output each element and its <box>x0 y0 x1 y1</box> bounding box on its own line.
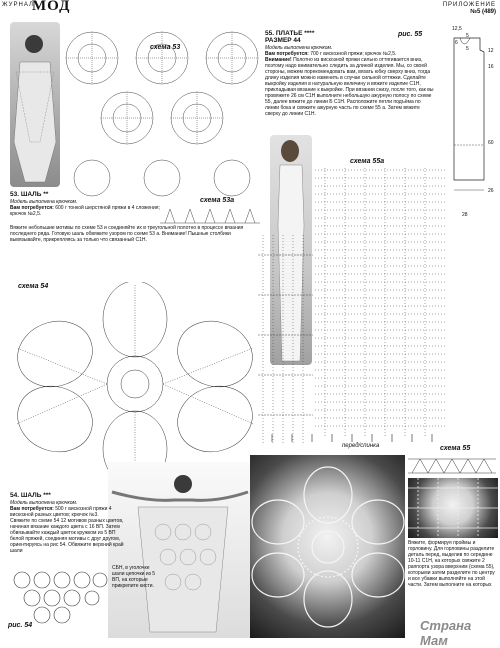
flower-closeup-photo <box>250 455 405 638</box>
shawl-53-figure <box>10 22 60 187</box>
ris54-label: рис. 54 <box>8 622 33 629</box>
item54-text: Модель выполнена крючком. Вам потребуется: 500 г вискозной пряжи 4 вискозной разных цветов; крючок №3. Свяжите по схеме 54 12 мотивов разных цветов, начиная вязание каждого цвета с 16 ВП. Затем обвязывайте каждый цветок кружком из 5 ВП белой пряжей, соединяя мотивы с друг другом, ориентируясь на рис 54. Обвяжите верхний край шали <box>10 500 124 554</box>
magazine-prefix: ЖУРНАЛ <box>2 2 34 8</box>
dim-top-0: 12,5 <box>452 26 462 32</box>
shawl-54-photo <box>108 462 250 638</box>
scheme-53a-drawing <box>160 205 260 227</box>
magazine-logo: МОД <box>32 0 71 14</box>
scheme-55-drawing <box>408 455 496 477</box>
dim-right-1: 16 <box>488 64 494 70</box>
scheme-53a-label: схема 53а <box>200 197 235 204</box>
dim-top-3: 5 <box>466 46 469 52</box>
front-back-label: перед/спинка <box>342 443 380 449</box>
scheme-54-drawing <box>10 282 260 487</box>
arrows-row <box>262 432 442 442</box>
dim-right-3: 26 <box>488 188 494 194</box>
scheme-55a-label: схема 55а <box>350 158 385 165</box>
sbn-note: СБН, в уголочке шали цепочки из 5 ВП, на которые прикрепите кисти. <box>112 565 156 589</box>
item55-size: РАЗМЕР 44 <box>265 37 301 44</box>
item55-text: Модель выполнена крючком. Вам потребуется: 700 г вискозной пряжи; крючок №2,5. Внимание! Полотно из вискозной пряжи сильно оттягивается вниз, поэтому надо внимательно следить за длиной изделия. Мы, со своей стороны, можем порекомендовать вам, вязать юбку сверху вниз, тогда длину изделия можно изменить в случае сильной оттяжки. Сделайте выкройку изделия в натуральную величину и вяжите изделие С1Н, прикладывая вязание к выкройке. При вязании снизу, после того, как вы провяжете 26 см С1Н выполните небольшую ажурную полосу по схеме 55, далее вяжите до линии Б С1Н. Расположите петли подъёма по линии бока и свяжите ажурную часть по схеме 55 а. Затем вяжите сверху до линии С1Н. <box>265 45 434 117</box>
item53-text: Вяжите небольшие мотивы по схеме 53 и соединяйте их в треугольной полотно в процессе вязания последнего ряда. Готовую шаль обвяжите узором по схеме 53 а. Внимание! Пышные столбики вывязывайте, прикрепляясь за только что связанный С1Н. <box>10 225 244 243</box>
dim-right-0: 12 <box>488 48 494 54</box>
lace-closeup <box>408 478 498 538</box>
ris55-label: рис. 55 <box>398 31 423 38</box>
item55-continue: Вяжите, формируя проймы и горловину. Для горловины разделите деталь перед, выделив по середине 10-11 С1Н, на которых свяжите 2 раппорта узора вверхним (схема 55), которыми затем разделите по центру и все убавки выполняйте на этой части. Затем выполните на которых <box>408 540 495 588</box>
item54-title: 54. ШАЛЬ *** <box>10 492 51 499</box>
shawl-53-photo <box>10 22 60 187</box>
scheme-55-label: схема 55 <box>440 445 471 452</box>
item55-title: 55. ПЛАТЬЕ **** <box>265 30 315 37</box>
item53-title: 53. ШАЛЬ ** <box>10 191 49 198</box>
issue-number: №5 (489) <box>470 9 496 15</box>
supplement-label: ПРИЛОЖЕНИЕ <box>442 2 496 8</box>
scheme-55-strip <box>258 235 313 445</box>
scheme-53-label: схема 53 <box>150 44 181 51</box>
flower-closeup <box>250 455 405 638</box>
dim-right-2: 60 <box>488 140 494 146</box>
item53-head: Модель выполнена крючком. Вам потребуется: 600 г тонкой шерстяной пряжи в 4 сложения; крючок №2,5. <box>10 199 160 217</box>
scheme-55a-drawing <box>315 168 445 438</box>
lace-closeup-photo <box>408 478 498 538</box>
dim-top-2: 6 <box>455 40 458 46</box>
dim-bottom: 28 <box>462 212 468 218</box>
site-watermark: Страна Мам <box>420 618 472 648</box>
dim-top-1: 5 <box>466 33 469 39</box>
shawl-54-figure <box>108 462 250 638</box>
scheme-54-label: схема 54 <box>18 283 49 290</box>
